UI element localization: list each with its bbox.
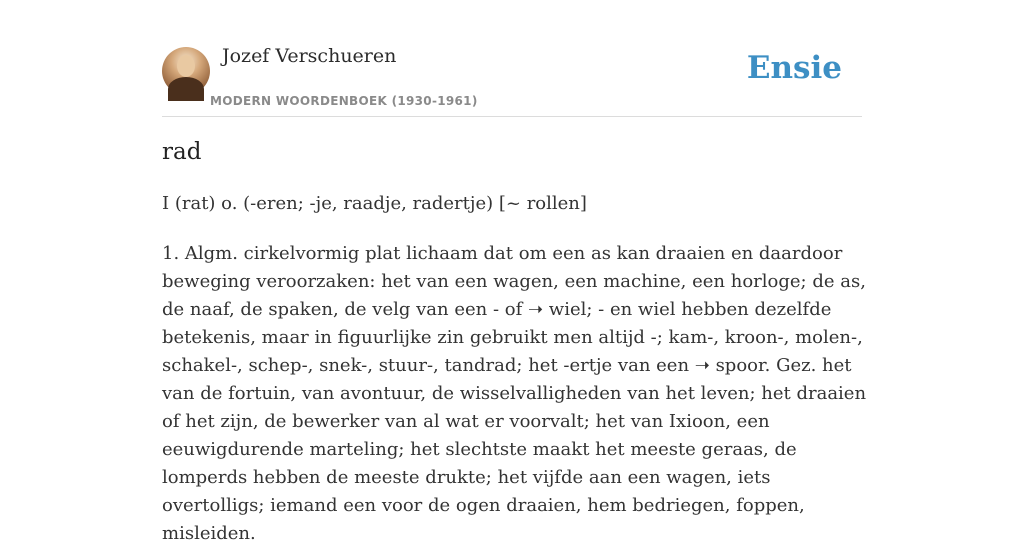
avatar-body (168, 77, 204, 101)
avatar-face (177, 55, 195, 77)
entry-definition: 1. Algm. cirkelvormig plat lichaam dat om een as kan draaien en daardoor beweging veroorzaken: het van een wagen, een machine, een horloge; de as, de naaf, de spaken, de velg van een - of ➝ wiel; - en wiel hebben dezelfde betekenis, maar in figuurlijke zin gebruikt men altijd -; kam-, kroon-, molen-, schakel-, schep-, snek-, stuur-, tandrad; het -ertje van een ➝ spoor. Gez. het van de fortuin, van avontuur, de wisselvalligheden van het leven; het draaien of het zijn, de bewerker van al wat er voorvalt; het van Ixioon, een eeuwigdurende marteling; het slechtste maakt het meeste geraas, de lomperds hebben de meeste drukte; het vijfde aan een wagen, iets overtolligs; iemand een voor de ogen draaien, hem bedriegen, foppen, misleiden. (162, 243, 867, 544)
ensie-logo[interactable]: Ensie (746, 50, 842, 86)
author-name[interactable]: Jozef Verschueren (222, 45, 397, 67)
author-avatar[interactable] (162, 47, 210, 95)
source-label[interactable]: MODERN WOORDENBOEK (1930-1961) (210, 94, 478, 108)
entry-grammar: I (rat) o. (-eren; -je, raadje, radertje) [~ rollen] (162, 193, 587, 214)
page-header (162, 44, 862, 117)
entry-term: rad (162, 139, 202, 165)
